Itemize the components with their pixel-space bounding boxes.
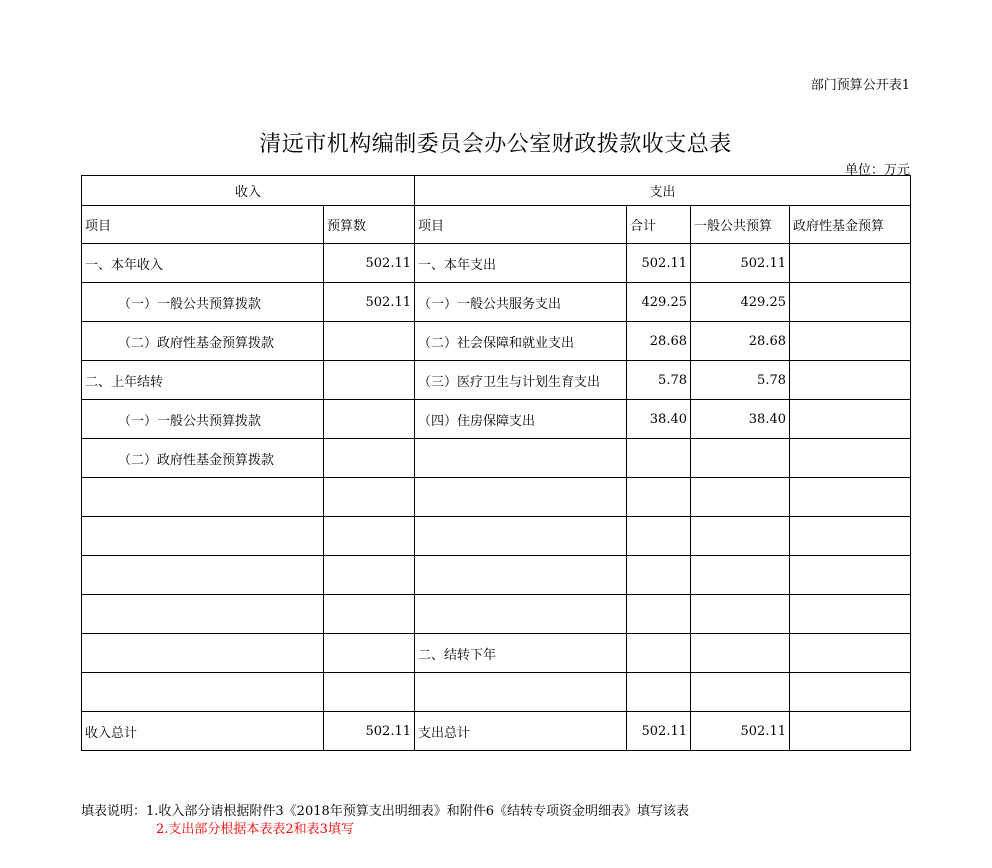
total-cell	[627, 478, 691, 517]
gov-fund-cell	[790, 439, 911, 478]
gov-fund-cell	[790, 595, 911, 634]
gov-fund-cell	[790, 634, 911, 673]
total-cell	[627, 556, 691, 595]
expense-item-header: 项目	[415, 206, 627, 244]
total-cell	[627, 673, 691, 712]
expense-item-cell: （四）住房保障支出	[415, 400, 627, 439]
total-cell	[627, 439, 691, 478]
income-value-cell	[324, 439, 415, 478]
total-cell: 28.68	[627, 322, 691, 361]
income-value-cell	[324, 673, 415, 712]
expense-item-cell: 二、结转下年	[415, 634, 627, 673]
income-value-cell	[324, 478, 415, 517]
expense-item-cell	[415, 517, 627, 556]
table-row	[82, 244, 911, 283]
expense-item-cell	[415, 556, 627, 595]
gov-fund-cell	[790, 673, 911, 712]
table-column-header-row	[82, 206, 911, 244]
income-item-cell	[82, 673, 324, 712]
income-value-cell	[324, 595, 415, 634]
gov-fund-cell	[790, 322, 911, 361]
general-budget-cell	[691, 439, 790, 478]
expense-item-cell: （一）一般公共服务支出	[415, 283, 627, 322]
expense-item-cell	[415, 439, 627, 478]
income-item-cell	[82, 595, 324, 634]
income-item-cell: 一、本年收入	[82, 244, 324, 283]
gov-fund-cell	[790, 400, 911, 439]
gov-fund-cell	[790, 478, 911, 517]
expense-item-cell	[415, 478, 627, 517]
table-group-header-row	[82, 176, 911, 206]
table-row	[82, 283, 911, 322]
general-budget-cell: 28.68	[691, 322, 790, 361]
table-row	[82, 634, 911, 673]
general-budget-cell: 429.25	[691, 283, 790, 322]
table-row	[82, 595, 911, 634]
general-budget-cell	[691, 673, 790, 712]
income-item-cell	[82, 556, 324, 595]
income-value-cell: 502.11	[324, 244, 415, 283]
table-number-label: 部门预算公开表1	[810, 78, 910, 93]
gov-fund-cell	[790, 244, 911, 283]
total-cell	[627, 634, 691, 673]
income-item-cell: （二）政府性基金预算拨款	[82, 439, 324, 478]
general-budget-cell	[691, 634, 790, 673]
income-item-cell: （一）一般公共预算拨款	[82, 283, 324, 322]
expense-total-label: 支出总计	[415, 712, 627, 751]
total-cell	[627, 517, 691, 556]
income-item-cell: （二）政府性基金预算拨款	[82, 322, 324, 361]
income-value-cell	[324, 517, 415, 556]
income-total-label: 收入总计	[82, 712, 324, 751]
gov-fund-cell	[790, 361, 911, 400]
expense-item-cell: 一、本年支出	[415, 244, 627, 283]
income-item-cell	[82, 517, 324, 556]
table-total-row	[82, 712, 911, 751]
general-budget-header: 一般公共预算	[691, 206, 790, 244]
general-budget-cell	[691, 517, 790, 556]
gov-fund-cell	[790, 556, 911, 595]
table-row	[82, 439, 911, 478]
gov-fund-total-value	[790, 712, 911, 751]
total-cell: 5.78	[627, 361, 691, 400]
gov-fund-cell	[790, 517, 911, 556]
general-budget-cell	[691, 478, 790, 517]
total-header: 合计	[627, 206, 691, 244]
fill-instructions	[81, 803, 689, 839]
total-cell: 502.11	[627, 244, 691, 283]
income-value-cell: 502.11	[324, 283, 415, 322]
income-value-cell	[324, 400, 415, 439]
general-budget-cell: 5.78	[691, 361, 790, 400]
income-item-cell: （一）一般公共预算拨款	[82, 400, 324, 439]
gov-fund-budget-header: 政府性基金预算	[790, 206, 911, 244]
table-row	[82, 556, 911, 595]
table-row	[82, 517, 911, 556]
income-item-cell	[82, 634, 324, 673]
income-total-value: 502.11	[324, 712, 415, 751]
expense-total-value: 502.11	[627, 712, 691, 751]
fiscal-summary-table	[81, 175, 911, 751]
table-row	[82, 322, 911, 361]
instruction-line-2: 2.支出部分根据本表表2和表3填写	[156, 822, 354, 837]
instruction-line-1: 填表说明：1.收入部分请根据附件3《2018年预算支出明细表》和附件6《结转专项资金明细表》填写该表	[81, 804, 690, 819]
table-row	[82, 400, 911, 439]
total-cell: 38.40	[627, 400, 691, 439]
general-budget-cell	[691, 595, 790, 634]
income-value-cell	[324, 361, 415, 400]
income-item-cell: 二、上年结转	[82, 361, 324, 400]
income-group-header: 收入	[82, 176, 415, 206]
expense-item-cell: （二）社会保障和就业支出	[415, 322, 627, 361]
general-budget-cell: 502.11	[691, 244, 790, 283]
expense-item-cell: （三）医疗卫生与计划生育支出	[415, 361, 627, 400]
expense-item-cell	[415, 595, 627, 634]
page-title: 清远市机构编制委员会办公室财政拨款收支总表	[259, 132, 732, 157]
total-cell	[627, 595, 691, 634]
general-budget-cell: 38.40	[691, 400, 790, 439]
income-budget-header: 预算数	[324, 206, 415, 244]
income-item-cell	[82, 478, 324, 517]
general-budget-total-value: 502.11	[691, 712, 790, 751]
unit-label: 单位：万元	[844, 163, 910, 178]
table-row	[82, 361, 911, 400]
income-value-cell	[324, 322, 415, 361]
expense-item-cell	[415, 673, 627, 712]
income-value-cell	[324, 634, 415, 673]
income-value-cell	[324, 556, 415, 595]
total-cell: 429.25	[627, 283, 691, 322]
table-row	[82, 673, 911, 712]
table-row	[82, 478, 911, 517]
expense-group-header: 支出	[415, 176, 911, 206]
general-budget-cell	[691, 556, 790, 595]
income-item-header: 项目	[82, 206, 324, 244]
gov-fund-cell	[790, 283, 911, 322]
